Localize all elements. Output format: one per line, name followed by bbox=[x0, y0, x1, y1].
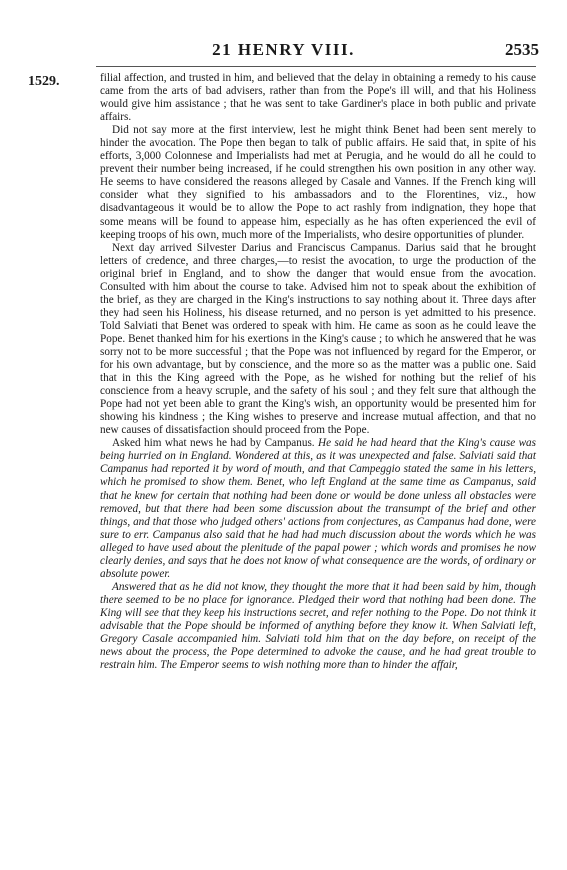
paragraph-2 bbox=[100, 124, 536, 241]
body-text bbox=[100, 72, 536, 672]
paragraph-3 bbox=[100, 242, 536, 438]
paragraph-1-run-1: filial affection, and trusted in him, and believed that the delay in obtaining a remedy to his cause came from the arts of bad advisers, rather than from the Pope's ill will, and that his Holiness would give him assistance ; that he was sent to take Gardiner's place in both public and private affairs. bbox=[100, 72, 536, 124]
paragraph-4 bbox=[100, 437, 536, 581]
page-header bbox=[0, 40, 567, 62]
paragraph-5 bbox=[100, 581, 536, 672]
paragraph-2-run-1: Did not say more at the first interview, lest he might think Benet had been sent merely to hinder the avocation. The Pope then began to talk of public affairs. He said that, in spite of his efforts, 3,000 Colonnese and Imperialists had met at Perugia, and he would do all he could to prevent their number being increased, if he could strengthen his own position in any other way. He seems to have considered the reasons alleged by Casale and Vannes. If the French king will consider what they signified to his ambassadors and to the Florentines, viz., how disadvantageous it would be to allow the Pope to act rashly from indignation, they hope that some means will be found to appease him, especially as he has often experienced the evil of keeping troops of his own, much more of the Imperialists, who desire opportunities of plunder. bbox=[100, 124, 536, 241]
paragraph-4-run-2: He said he had heard that the King's cause was being hurried on in England. Wondered at this, as it was unexpected and false. Salviati said that Campanus had reported it by word of mouth, and that Campeggio stated the same in his letters, which he promised to show them. Benet, who left England at the same time as Campanus, said that he knew for certain that nothing had been done or would be done unless all obstacles were removed, but that there had been some discussion about the transumpt of the brief and other things, and that those who judged others' actions from conjectures, as Campanus had done, were sure to err. Campanus also said that he had had much discussion about the words which he was alleged to have used about the plenitude of the papal power ; which words and promises he now clearly denies, and says that he does not know of what consequence are the words, of ordinary or absolute power. bbox=[100, 437, 536, 580]
paragraph-5-run-1: Answered that as he did not know, they thought the more that it had been said by him, though there seemed to be no place for ignorance. Pledged their word that nothing had been done. The King will see that they keep his instructions secret, and refer nothing to the Pope. Do not think it advisable that the Pope should be informed of anything before they know it. When Salviati left, Gregory Casale accompanied him. Salviati told him that on the day before, on receipt of the news about the process, the Pope determined to advoke the cause, and he had great trouble to restrain him. The Emperor seems to wish nothing more than to hinder the affair, bbox=[100, 580, 536, 672]
page-number: 2535 bbox=[505, 40, 539, 59]
header-rule bbox=[96, 66, 536, 67]
running-title: 21 HENRY VIII. bbox=[212, 40, 355, 59]
margin-year: 1529. bbox=[28, 74, 60, 89]
paragraph-1 bbox=[100, 72, 536, 124]
paragraph-4-run-1: Asked him what news he had by Campanus. bbox=[112, 437, 319, 450]
paragraph-3-run-1: Next day arrived Silvester Darius and Franciscus Campanus. Darius said that he brought letters of credence, and three charges,—to resist the avocation, to urge the production of the original brief in England, and to show the danger that would ensue from the avocation. Consulted with him about the course to take. Advised him not to speak about the exhibition of the brief, as they are charged in the King's instructions to say nothing about it. Three days after they had seen his Holiness, his disease returned, and no person is yet admitted to his presence. Told Salviati that Benet was ordered to speak with him. He came as soon as he could leave the Pope. Benet thanked him for his exertions in the King's cause ; to which he answered that he was sorry not to be more successful ; that the Pope was not influenced by regard for the Emperor, or for his own advantage, but by conscience, and the more so as the matter was a public one. Said that in this the King agreed with the Pope, as he wished for nothing but the relief of his conscience from a heavy scruple, and the safety of his soul ; and they felt sure that although the Pope had not yet been able to grant the King's wish, an opportunity would be presented him for showing his kindness ; the King wishes to preserve and increase mutual affection, and that no new causes of dissatisfaction should proceed from the Pope. bbox=[100, 241, 536, 437]
